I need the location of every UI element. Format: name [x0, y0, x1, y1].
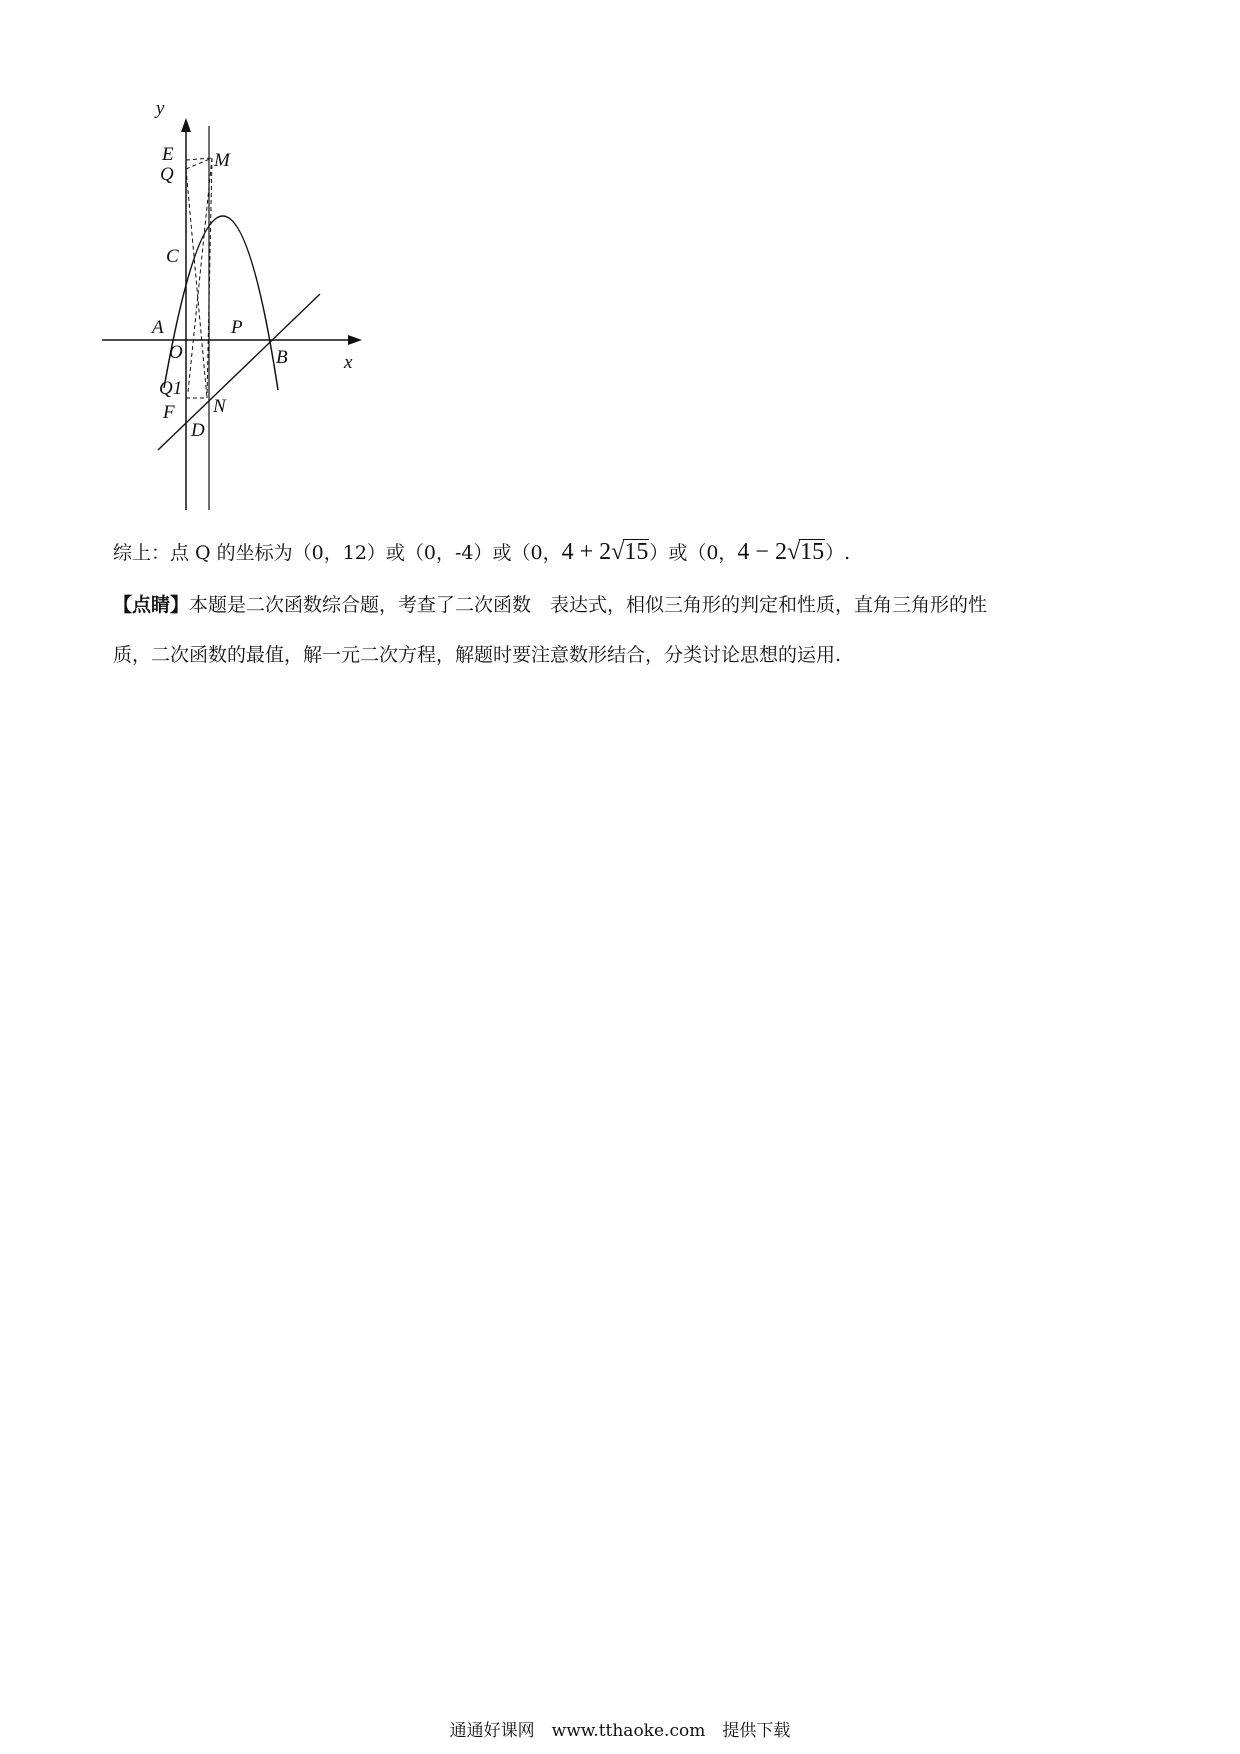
summary-line [113, 538, 850, 566]
label-f: F [163, 402, 175, 423]
label-o: O [169, 342, 183, 363]
sqrt-icon: √ [611, 539, 625, 565]
summary-prefix: 综上：点 Q 的坐标为（0，12）或（0，-4）或（0， [113, 542, 562, 564]
label-x-axis: x [344, 352, 353, 373]
page-footer: 通通好课网 www.tthaoke.com 提供下载 [449, 1721, 791, 1741]
coordinate-diagram [100, 98, 420, 518]
label-y-axis: y [156, 98, 165, 119]
option-3-base: 4 + 2 [561, 539, 612, 565]
option-4-expression [737, 539, 825, 565]
label-d: D [191, 420, 205, 441]
x-axis-arrow [348, 335, 362, 345]
label-q1: Q1 [159, 378, 183, 399]
summary-mid: ）或（0， [649, 542, 738, 564]
label-c: C [166, 246, 179, 267]
option-4-base: 4 − 2 [737, 539, 787, 565]
remark-text-2: 质，二次函数的最值，解一元二次方程，解题时要注意数形结合，分类讨论思想的运用. [113, 644, 842, 666]
dashed-q-n [186, 169, 207, 398]
remark-line-1 [113, 590, 987, 617]
remark-line-2 [113, 640, 841, 667]
parabola-curve [164, 216, 278, 390]
label-n: N [213, 396, 226, 417]
label-a: A [152, 317, 164, 338]
option-4-radicand: 15 [800, 539, 825, 565]
label-q-top: Q [160, 164, 174, 185]
label-b: B [276, 347, 288, 368]
label-p: P [231, 317, 243, 338]
y-axis-arrow [181, 118, 191, 132]
label-m: M [214, 150, 230, 171]
option-3-expression [562, 539, 650, 565]
option-3-radicand: 15 [624, 539, 649, 565]
remark-text-1: 本题是二次函数综合题，考查了二次函数 表达式，相似三角形的判定和性质，直角三角形的性 [189, 594, 988, 616]
remark-tag: 【点睛】 [113, 594, 190, 616]
label-e: E [162, 144, 174, 165]
sqrt-icon: √ [786, 539, 801, 565]
dashed-m-q1 [188, 158, 212, 392]
summary-suffix: ）. [825, 542, 851, 564]
parabola-figure [100, 98, 420, 518]
